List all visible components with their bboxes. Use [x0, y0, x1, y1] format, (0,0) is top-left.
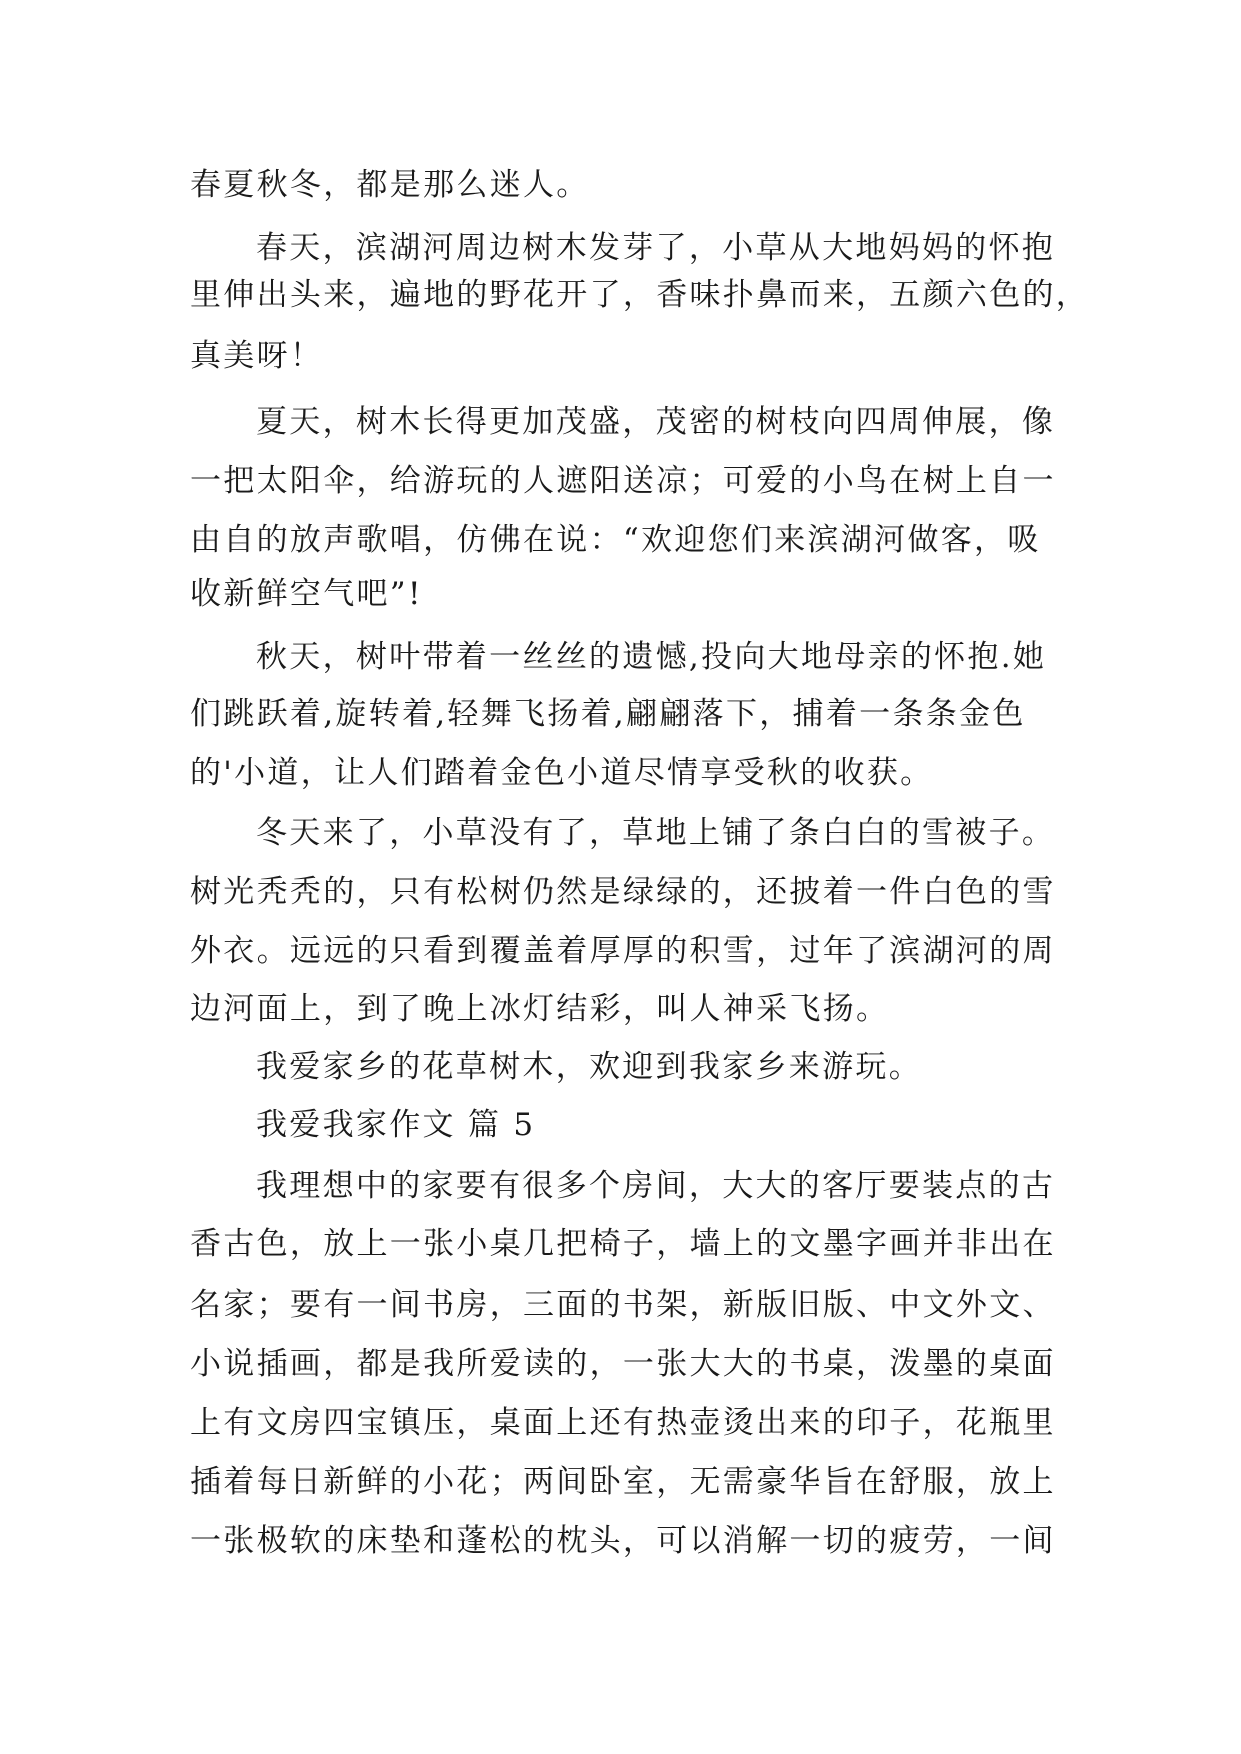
paragraph-first-line: 夏天，树木长得更加茂盛，茂密的树枝向四周伸展，像 [256, 404, 1056, 440]
text-line: 外衣。远远的只看到覆盖着厚厚的积雪，过年了滨湖河的周 [190, 933, 1056, 969]
paragraph-first-line: 冬天来了，小草没有了，草地上铺了条白白的雪被子。 [256, 815, 1056, 851]
text-line: 由自的放声歌唱，仿佛在说：“欢迎您们来滨湖河做客，吸 [190, 522, 1041, 558]
text-line: 一把太阳伞，给游玩的人遮阳送凉；可爱的小鸟在树上自一 [190, 463, 1056, 499]
text-line: 一张极软的床垫和蓬松的枕头，可以消解一切的疲劳，一间 [190, 1523, 1056, 1559]
paragraph-first-line: 春天，滨湖河周边树木发芽了，小草从大地妈妈的怀抱 [256, 230, 1056, 266]
text-line: 香古色，放上一张小桌几把椅子，墙上的文墨字画并非出在 [190, 1226, 1056, 1262]
text-line: 里伸出头来，遍地的野花开了，香味扑鼻而来，五颜六色的， [190, 277, 1090, 313]
text-line: 真美呀！ [190, 338, 324, 374]
text-line: 边河面上，到了晚上冰灯结彩，叫人神采飞扬。 [190, 991, 890, 1027]
text-line: 春夏秋冬，都是那么迷人。 [190, 167, 590, 203]
text-line: 们跳跃着,旋转着,轻舞飞扬着,翩翩落下，捕着一条条金色 [190, 696, 1026, 732]
paragraph-first-line: 我爱家乡的花草树木，欢迎到我家乡来游玩。 [256, 1049, 922, 1085]
text-line: 小说插画，都是我所爱读的，一张大大的书桌，泼墨的桌面 [190, 1346, 1056, 1382]
text-line: 树光秃秃的，只有松树仍然是绿绿的，还披着一件白色的雪 [190, 874, 1056, 910]
section-heading: 我爱我家作文 篇 5 [256, 1107, 536, 1143]
paragraph-first-line: 我理想中的家要有很多个房间，大大的客厅要装点的古 [256, 1168, 1056, 1204]
paragraph-first-line: 秋天，树叶带着一丝丝的遗憾,投向大地母亲的怀抱.她 [256, 639, 1047, 675]
text-line: 收新鲜空气吧”! [190, 576, 423, 612]
text-line: 插着每日新鲜的小花；两间卧室，无需豪华旨在舒服，放上 [190, 1464, 1056, 1500]
text-line: 名家；要有一间书房，三面的书架，新版旧版、中文外文、 [190, 1287, 1056, 1323]
text-line: 上有文房四宝镇压，桌面上还有热壶烫出来的印子，花瓶里 [190, 1405, 1056, 1441]
text-line: 的'小道，让人们踏着金色小道尽情享受秋的收获。 [190, 755, 934, 791]
